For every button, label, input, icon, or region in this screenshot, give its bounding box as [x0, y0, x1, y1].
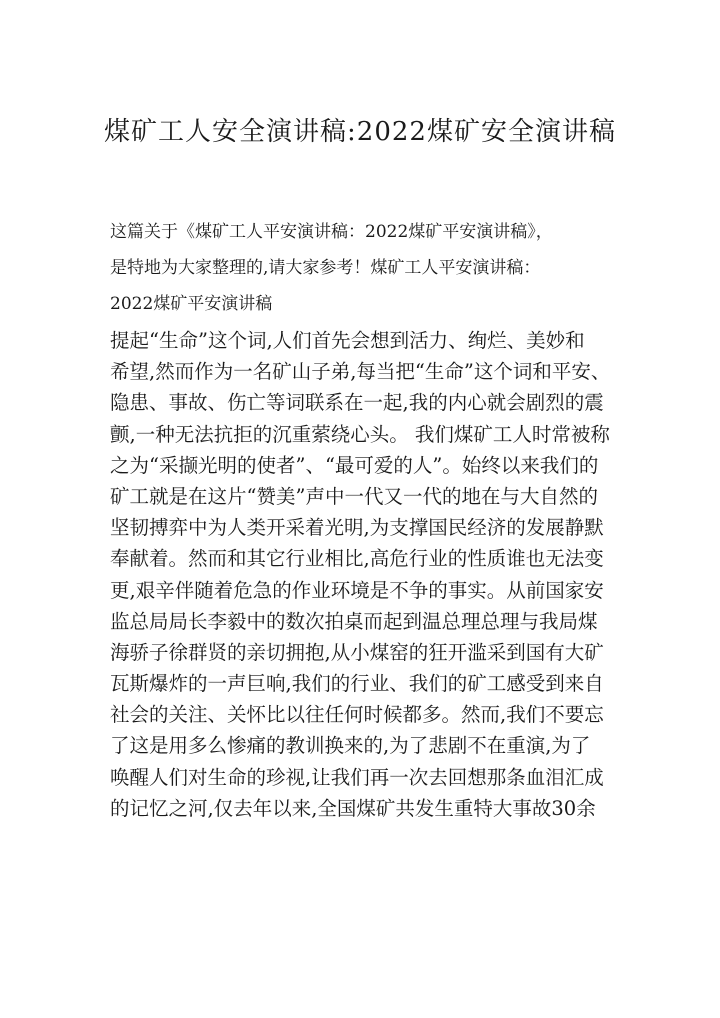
body-line: 社会的关注、关怀比以往任何时候都多。然而,我们不要忘	[110, 703, 604, 727]
body-line: 之为“采撷光明的使者”、“最可爱的人”。始终以来我们的	[110, 453, 599, 477]
body-line: 提起“生命”这个词,人们首先会想到活力、绚烂、美妙和	[110, 329, 585, 352]
body-line: 瓦斯爆炸的一声巨响,我们的行业、我们的矿工感受到来自	[110, 672, 604, 696]
body-line: 奉献着。然而和其它行业相比,高危行业的性质谁也无法变	[110, 547, 604, 571]
body-line: 颤,一种无法抗拒的沉重萦绕心头。 我们煤矿工人时常被称	[110, 422, 610, 446]
body-line: 的记忆之河,仅去年以来,全国煤矿共发生重特大事故30余	[110, 796, 596, 820]
intro-paragraph	[110, 214, 630, 322]
body-line: 隐患、事故、伤亡等词联系在一起,我的内心就会剧烈的震	[110, 391, 604, 415]
document-title: 煤矿工人安全演讲稿:2022煤矿安全演讲稿	[104, 117, 616, 147]
body-line: 监总局局长李毅中的数次拍桌而起到温总理总理与我局煤	[110, 609, 598, 633]
body-line: 矿工就是在这片“赞美”声中一代又一代的地在与大自然的	[110, 484, 598, 508]
intro-line: 这篇关于《煤矿工人平安演讲稿：2022煤矿平安演讲稿》，	[110, 222, 553, 242]
intro-line: 2022煤矿平安演讲稿	[110, 294, 273, 314]
body-line: 海骄子徐群贤的亲切拥抱,从小煤窑的狂开滥采到国有大矿	[110, 640, 604, 664]
intro-line: 是特地为大家整理的,请大家参考！煤矿工人平安演讲稿：	[110, 258, 541, 278]
body-line: 更,艰辛伴随着危急的作业环境是不争的事实。从前国家安	[110, 578, 604, 602]
body-line: 坚韧搏弈中为人类开采着光明,为支撑国民经济的发展静默	[110, 516, 604, 540]
body-paragraph	[110, 325, 630, 824]
body-line: 了这是用多么惨痛的教训换来的,为了悲剧不在重演,为了	[110, 734, 591, 758]
body-line: 希望,然而作为一名矿山子弟,每当把“生命”这个词和平安、	[110, 360, 611, 384]
body-line: 唤醒人们对生命的珍视,让我们再一次去回想那条血泪汇成	[110, 765, 604, 789]
